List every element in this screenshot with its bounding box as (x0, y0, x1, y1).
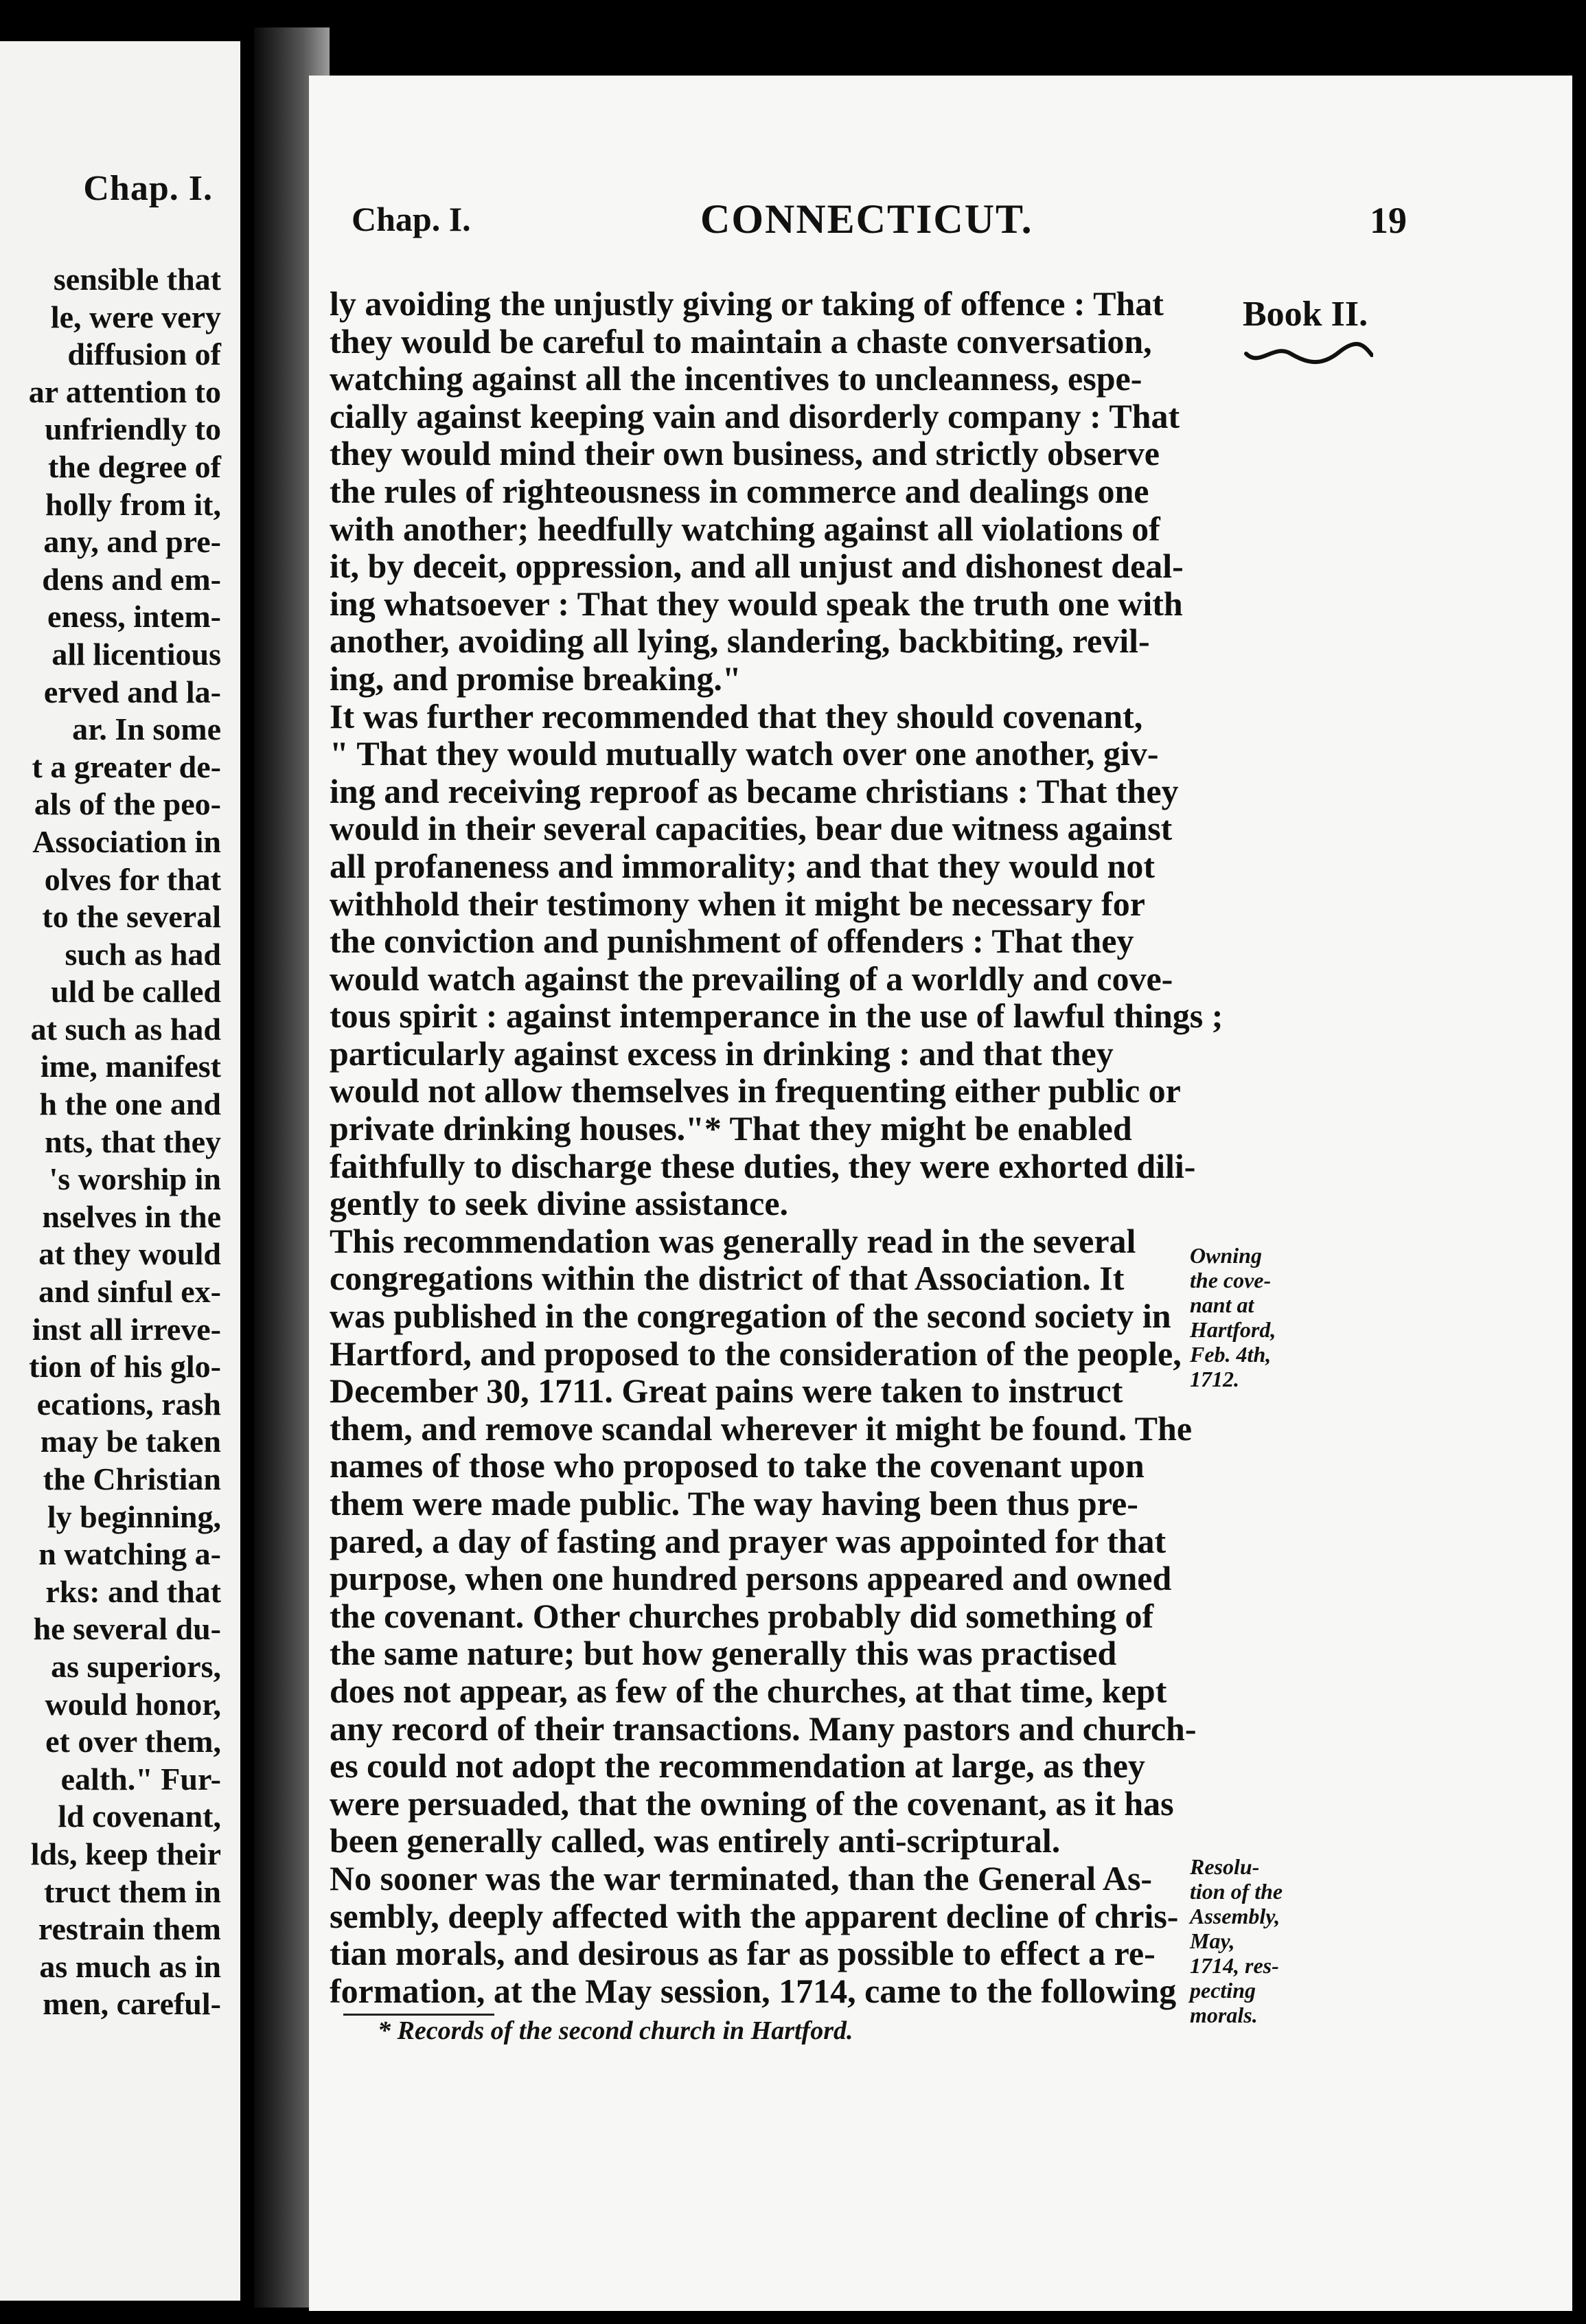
left-text-line: tion of his glo- (29, 1349, 221, 1385)
margin-note-line: Resolu- (1190, 1854, 1260, 1879)
left-text-line: le, were very (50, 299, 221, 334)
left-text-line: the Christian (43, 1461, 221, 1496)
left-text-line: uld be called (51, 974, 221, 1010)
body-line: any record of their transactions. Many pastors and church- (330, 1709, 1197, 1748)
body-line: gently to seek divine assistance. (330, 1184, 789, 1223)
left-text-line: any, and pre- (43, 524, 221, 560)
left-text-line: ime, manifest (40, 1049, 221, 1084)
left-text-line: and sinful ex- (38, 1274, 221, 1310)
left-text-line: Association in (32, 823, 221, 859)
margin-note-line: pecting (1190, 1978, 1256, 2003)
margin-note-owning-covenant (1190, 1243, 1327, 1391)
left-text-line: nts, that they (45, 1124, 221, 1159)
left-text-line: n watching a- (38, 1536, 221, 1572)
left-text-line: restrain them (38, 1911, 221, 1947)
ornament-swash-icon (1243, 340, 1373, 367)
body-line: withhold their testimony when it might be necessary for (330, 884, 1145, 923)
body-line: ing and receiving reproof as became christians : That they (330, 771, 1179, 810)
body-line: private drinking houses."* That they might be enabled (330, 1109, 1132, 1148)
body-line: it, by deceit, oppression, and all unjust and dishonest deal- (330, 547, 1184, 586)
body-line: with another; heedfully watching against all violations of (330, 509, 1160, 548)
body-line: pared, a day of fasting and prayer was appointed for that (330, 1521, 1166, 1560)
left-text-line: olves for that (44, 861, 221, 897)
body-line: This recommendation was generally read in the several (330, 1221, 1136, 1260)
left-text-line: h the one and (39, 1086, 221, 1122)
body-line: formation, at the May session, 1714, came to the following (330, 1971, 1177, 2010)
left-page-text (29, 261, 221, 2023)
margin-note-line: Assembly, (1190, 1904, 1280, 1928)
margin-note-resolution-assembly (1190, 1854, 1327, 2027)
body-line: ing, and promise breaking." (330, 659, 742, 698)
left-text-line: et over them, (45, 1724, 221, 1759)
body-line: was published in the congregation of the second society in (330, 1297, 1171, 1336)
body-line: ly avoiding the unjustly giving or taking of offence : That (330, 284, 1164, 323)
body-line: No sooner was the war terminated, than the General As- (330, 1858, 1153, 1898)
body-line: tian morals, and desirous as far as possible to effect a re- (330, 1934, 1156, 1973)
left-text-line: such as had (65, 936, 221, 972)
left-text-line: rks: and that (45, 1573, 221, 1609)
margin-note-line: 1714, res- (1190, 1953, 1279, 1978)
left-text-line: lds, keep their (30, 1836, 221, 1871)
left-text-line: sensible that (53, 262, 221, 297)
body-line: cially against keeping vain and disorderly company : That (330, 396, 1180, 435)
body-line: does not appear, as few of the churches, at that time, kept (330, 1671, 1167, 1710)
body-line: them, and remove scandal wherever it might be found. The (330, 1409, 1193, 1448)
left-text-line: ealth." Fur- (60, 1761, 221, 1797)
left-text-line: ar. In some (72, 711, 221, 747)
body-line: Hartford, and proposed to the consideration of the people, (330, 1334, 1182, 1373)
body-line: been generally called, was entirely anti-scriptural. (330, 1821, 1061, 1860)
left-text-line: 's worship in (49, 1161, 221, 1197)
body-line: es could not adopt the recommendation at large, as they (330, 1746, 1145, 1786)
body-line: December 30, 1711. Great pains were taken to instruct (330, 1371, 1123, 1411)
margin-note-line: morals. (1190, 2003, 1258, 2027)
left-text-line: holly from it, (45, 486, 221, 522)
left-text-line: as much as in (39, 1948, 221, 1984)
body-line: tous spirit : against intemperance in the use of lawful things ; (330, 996, 1223, 1036)
left-text-line: als of the peo- (34, 786, 221, 822)
margin-note-line: nant at (1190, 1292, 1254, 1317)
left-page-fragment (0, 41, 240, 2301)
left-text-line: to the several (42, 899, 221, 935)
body-line: they would mind their own business, and strictly observe (330, 434, 1160, 473)
body-line: the same nature; but how generally this was practised (330, 1634, 1117, 1673)
margin-note-line: 1712. (1190, 1367, 1239, 1391)
body-line: watching against all the incentives to uncleanness, espe- (330, 359, 1142, 398)
left-text-line: ld covenant, (58, 1799, 221, 1834)
body-line: ing whatsoever : That they would speak the truth one with (330, 584, 1183, 623)
right-page (309, 76, 1572, 2311)
footnote: * Records of the second church in Hartford. (378, 2016, 853, 2046)
body-line: names of those who proposed to take the covenant upon (330, 1446, 1145, 1485)
body-line: were persuaded, that the owning of the covenant, as it has (330, 1784, 1174, 1823)
page-title: CONNECTICUT. (700, 196, 1033, 242)
left-text-line: ar attention to (28, 374, 221, 409)
left-text-line: ly beginning, (47, 1499, 221, 1534)
margin-note-line: tion of the (1190, 1879, 1283, 1904)
left-text-line: at such as had (30, 1011, 221, 1047)
left-text-line: all licentious (51, 636, 221, 672)
margin-note-line: the cove- (1190, 1268, 1272, 1292)
body-line: the rules of righteousness in commerce and dealings one (330, 471, 1149, 510)
margin-note-line: Feb. 4th, (1190, 1342, 1272, 1367)
body-text (330, 285, 1243, 2046)
left-text-line: may be taken (40, 1424, 221, 1459)
body-line: the conviction and punishment of offenders : That they (330, 922, 1134, 961)
body-line: the covenant. Other churches probably did something of (330, 1596, 1154, 1635)
left-text-line: unfriendly to (45, 411, 221, 447)
left-text-line: would honor, (45, 1686, 221, 1722)
body-line: would in their several capacities, bear due witness against (330, 809, 1173, 848)
body-line: It was further recommended that they should covenant, (330, 696, 1143, 736)
body-line: sembly, deeply affected with the apparent decline of chris- (330, 1896, 1179, 1935)
body-line: particularly against excess in drinking : and that they (330, 1034, 1114, 1073)
body-line: would not allow themselves in frequenting either public or (330, 1071, 1181, 1110)
body-line: they would be careful to maintain a chaste conversation, (330, 321, 1152, 361)
left-text-line: inst all irreve- (32, 1311, 221, 1347)
chapter-label: Chap. I. (352, 200, 471, 238)
body-line: would watch against the prevailing of a worldly and cove- (330, 959, 1173, 998)
body-line: congregations within the district of that Association. It (330, 1259, 1125, 1298)
left-text-line: he several du- (33, 1611, 221, 1647)
body-line: purpose, when one hundred persons appeared and owned (330, 1559, 1172, 1598)
body-line: them were made public. The way having been thus pre- (330, 1484, 1138, 1523)
left-text-line: truct them in (43, 1873, 221, 1909)
left-text-line: the degree of (47, 448, 221, 484)
running-header (309, 196, 1572, 247)
body-line: " That they would mutually watch over one another, giv- (330, 734, 1159, 773)
margin-note-line: Owning (1190, 1243, 1262, 1268)
left-text-line: erved and la- (43, 674, 221, 709)
page-number: 19 (1370, 200, 1407, 241)
book-label: Book II. (1243, 295, 1368, 334)
left-text-line: dens and em- (42, 561, 221, 597)
margin-note-line: Hartford, (1190, 1317, 1276, 1342)
left-text-line: eness, intem- (47, 599, 221, 635)
body-line: faithfully to discharge these duties, they were exhorted dili- (330, 1146, 1196, 1185)
margin-note-line: May, (1190, 1928, 1235, 1953)
body-line: another, avoiding all lying, slandering, backbiting, revil- (330, 622, 1150, 661)
left-text-line: as superiors, (51, 1648, 221, 1684)
left-text-line: ecations, rash (36, 1386, 221, 1422)
left-running-header: Chap. I. (83, 169, 213, 208)
left-text-line: t a greater de- (32, 749, 221, 784)
body-line: all profaneness and immorality; and that they would not (330, 846, 1155, 885)
left-text-line: nselves in the (42, 1198, 221, 1234)
left-text-line: diffusion of (67, 337, 221, 372)
left-text-line: at they would (38, 1236, 221, 1272)
left-text-line: men, careful- (43, 1986, 221, 2022)
